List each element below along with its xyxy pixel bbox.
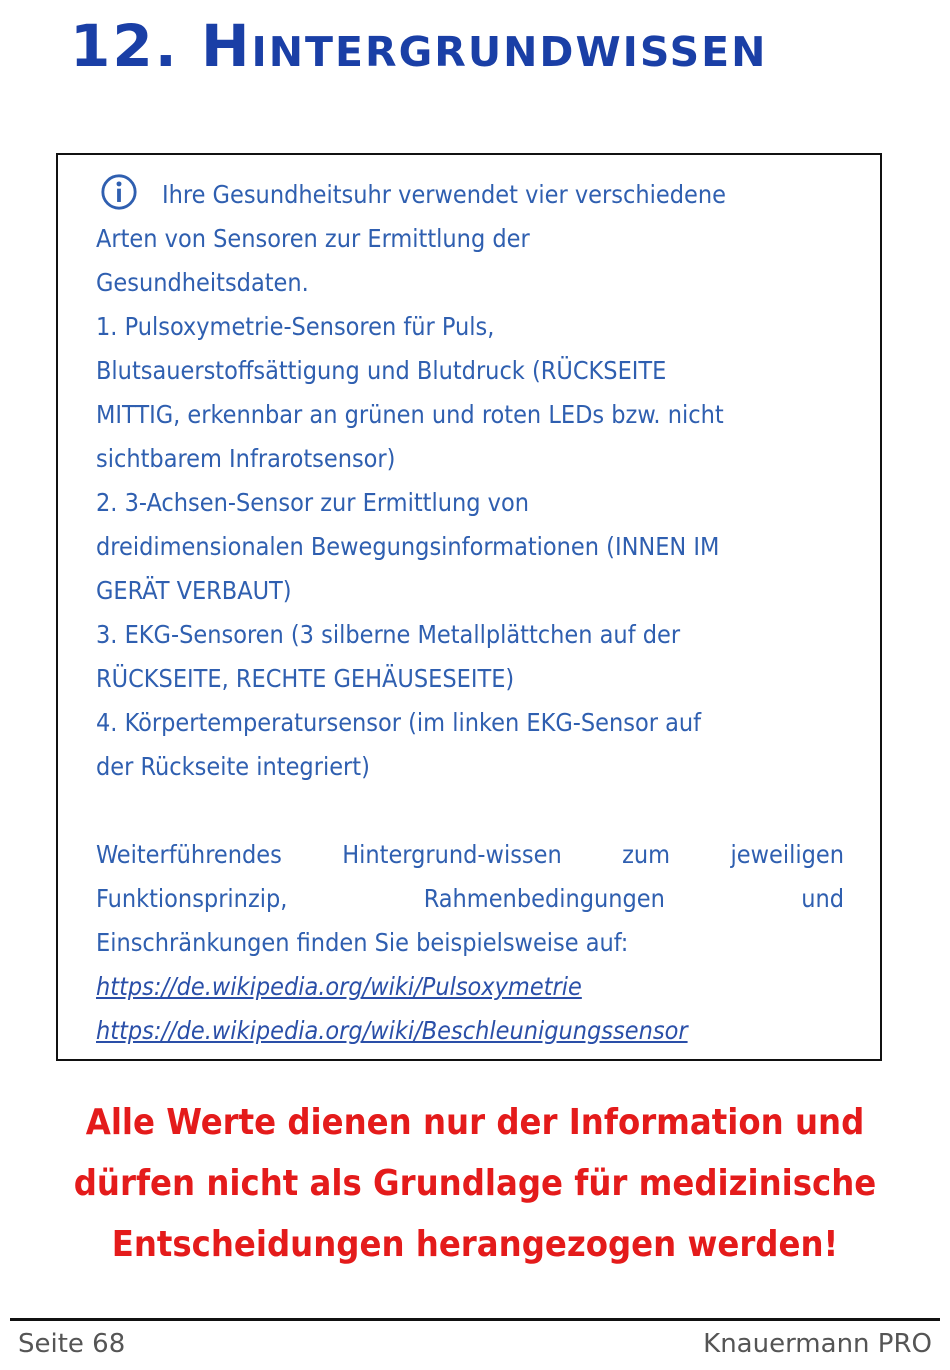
further-line-3: Einschränkungen finden Sie beispielsweise auf: <box>96 928 629 957</box>
sensor-line: 2. 3-Achsen-Sensor zur Ermittlung von <box>96 488 529 517</box>
sensor-line: sichtbarem Infrarotsensor) <box>96 444 396 473</box>
further-line-2 <box>96 877 844 921</box>
further-word: Rahmenbedingungen <box>423 884 665 913</box>
intro-line-3: Gesundheitsdaten. <box>96 268 309 297</box>
further-word: Funktionsprinzip, <box>96 884 288 913</box>
warning-line: Alle Werte dienen nur der Information und <box>85 1102 865 1143</box>
warning-line: dürfen nicht als Grundlage für medizinische <box>73 1163 877 1204</box>
further-word: und <box>801 884 844 913</box>
info-icon <box>100 173 138 211</box>
further-line-1 <box>96 833 844 877</box>
sensor-line: 1. Pulsoxymetrie-Sensoren für Puls, <box>96 312 495 341</box>
footer-divider <box>10 1318 940 1321</box>
intro-line-1 <box>96 173 844 217</box>
page-number: Seite 68 <box>18 1329 126 1359</box>
further-word: zum <box>622 840 671 869</box>
link-beschleunigungssensor[interactable]: https://de.wikipedia.org/wiki/Beschleunigungssensor <box>96 1016 688 1045</box>
medical-warning <box>40 1092 910 1275</box>
intro-line-1-text: Ihre Gesundheitsuhr verwendet vier verschiedene <box>162 180 726 209</box>
link-pulsoxymetrie[interactable]: https://de.wikipedia.org/wiki/Pulsoxymetrie <box>96 972 582 1001</box>
further-word: jeweiligen <box>730 840 844 869</box>
brand-name: Knauermann PRO <box>703 1329 932 1359</box>
intro-line-2: Arten von Sensoren zur Ermittlung der <box>96 224 530 253</box>
sensor-line: 4. Körpertemperatursensor (im linken EKG-Sensor auf <box>96 708 702 737</box>
sensor-line: GERÄT VERBAUT) <box>96 576 292 605</box>
sensor-line: dreidimensionalen Bewegungsinformationen (INNEN IM <box>96 532 720 561</box>
paragraph-spacer <box>96 789 844 833</box>
sensor-line: Blutsauerstoffsättigung und Blutdruck (RÜCKSEITE <box>96 356 667 385</box>
sensor-line: der Rückseite integriert) <box>96 752 370 781</box>
info-box <box>56 153 882 1061</box>
sensor-line: 3. EKG-Sensoren (3 silberne Metallplättchen auf der <box>96 620 681 649</box>
page-title: 12. Hintergrundwissen <box>70 12 768 80</box>
warning-line: Entscheidungen herangezogen werden! <box>111 1224 839 1265</box>
sensor-line: MITTIG, erkennbar an grünen und roten LEDs bzw. nicht <box>96 400 724 429</box>
further-word: Hintergrund-wissen <box>342 840 562 869</box>
sensor-line: RÜCKSEITE, RECHTE GEHÄUSESEITE) <box>96 664 515 693</box>
further-word: Weiterführendes <box>96 840 282 869</box>
